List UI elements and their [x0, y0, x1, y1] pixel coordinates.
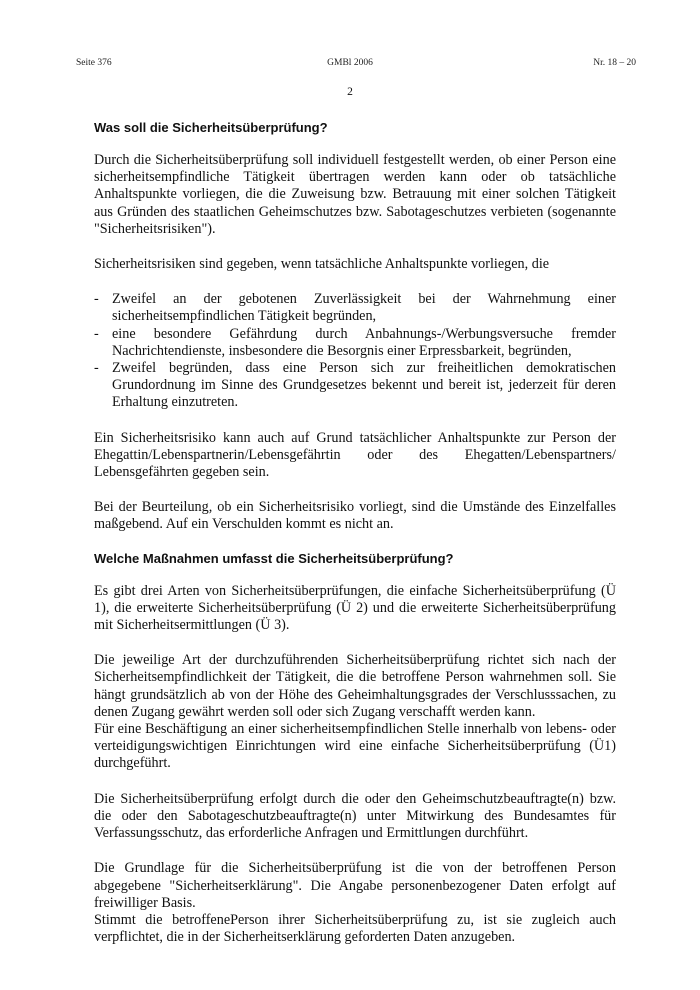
paragraph-security-declaration: Die Grundlage für die Sicherheitsüberprüfung ist die von der betroffenen Person abgegebene "Sicherheitserklärung". Die Angabe personenbezogener Daten erfolgt auf freiwilliger Basis.: [94, 860, 616, 911]
header-issue-number: Nr. 18 – 20: [593, 58, 636, 68]
paragraph-check-level: Die jeweilige Art der durchzuführenden Sicherheitsüberprüfung richtet sich nach der Sicherheitsempfindlichkeit der Tätigkeit, die die betroffene Person wahrnehmen soll. Sie hängt grundsätzlich ab von der Höhe des Geheimhaltungsgrades der Verschlusssachen, zu denen Zugang gewährt werden soll oder sich Zugang verschafft werden kann.: [94, 652, 616, 720]
risk-criteria-list: [94, 291, 616, 411]
list-bullet: -: [94, 325, 99, 342]
list-item: - eine besondere Gefährdung durch Anbahnungs-/Werbungsversuche fremder Nachrichtendienste, insbesondere die Besorgnis einer Erpressbarkeit, begründen,: [94, 325, 616, 359]
document-body: [94, 119, 616, 946]
paragraph-responsible-officers: Die Sicherheitsüberprüfung erfolgt durch die oder den Geheimschutzbeauftragte(n) bzw. die oder den Sabotageschutzbeauftragte(n) unter Mitwirkung des Bundesamtes für Verfassungsschutz, das erforderliche Anfragen und Ermittlungen durchführt.: [94, 790, 616, 842]
page-number: 2: [347, 86, 353, 98]
list-bullet: -: [94, 291, 99, 308]
paragraph-critical-facilities: Für eine Beschäftigung an einer sicherheitsempfindlichen Stelle innerhalb von lebens- oder verteidigungswichtigen Einrichtungen wird eine einfache Sicherheitsüberprüfung (Ü1) durchgeführt.: [94, 721, 616, 772]
list-item: - Zweifel an der gebotenen Zuverlässigkeit bei der Wahrnehmung einer sicherheitsempfindlichen Tätigkeit begründen,: [94, 291, 616, 325]
section-heading-measures: Welche Maßnahmen umfasst die Sicherheitsüberprüfung?: [94, 550, 454, 566]
paragraph-spouse-risk: Ein Sicherheitsrisiko kann auch auf Grund tatsächlicher Anhaltspunkte zur Person der Ehegattin/Lebenspartnerin/Lebensgefährtin oder des Ehegatten/Lebenspartners/ Lebensgefährten gegeben sein.: [94, 429, 616, 481]
paragraph-check-types: Es gibt drei Arten von Sicherheitsüberprüfungen, die einfache Sicherheitsüberprüfung (Ü 1), die erweiterte Sicherheitsüberprüfung (Ü 2) und die erweiterte Sicherheitsüberprüfung mit Sicherheitsermittlungen (Ü 3).: [94, 582, 616, 634]
paragraph-consent-obligation: Stimmt die betroffenePerson ihrer Sicherheitsüberprüfung zu, ist sie zugleich auch verpflichtet, die in der Sicherheitserklärung geforderten Daten anzugeben.: [94, 911, 616, 946]
header-page-label: Seite 376: [76, 58, 112, 68]
list-bullet: -: [94, 360, 99, 377]
section-heading-purpose: Was soll die Sicherheitsüberprüfung?: [94, 120, 328, 135]
list-item: - Zweifel begründen, dass eine Person sich zur freiheitlichen demokratischen Grundordnung im Sinne des Grundgesetzes bekennt und bereit ist, jederzeit für deren Erhaltung einzutreten.: [94, 360, 616, 411]
header-publication: GMBl 2006: [327, 58, 373, 68]
paragraph-risks-intro: Sicherheitsrisiken sind gegeben, wenn tatsächliche Anhaltspunkte vorliegen, die: [94, 256, 550, 273]
paragraph-assessment: Bei der Beurteilung, ob ein Sicherheitsrisiko vorliegt, sind die Umstände des Einzelfalles maßgebend. Auf ein Verschulden kommt es nicht an.: [94, 499, 616, 533]
paragraph-purpose-intro: Durch die Sicherheitsüberprüfung soll individuell festgestellt werden, ob einer Person eine sicherheitsempfindliche Tätigkeit übertragen werden kann oder ob tatsächliche Anhaltspunkte vorliegen, die die Zuweisung bzw. Betrauung mit einer solchen Tätigkeit aus Gründen des staatlichen Geheimschutzes bzw. Sabotageschutzes verbieten (sogenannte "Sicherheitsrisiken").: [94, 152, 616, 237]
